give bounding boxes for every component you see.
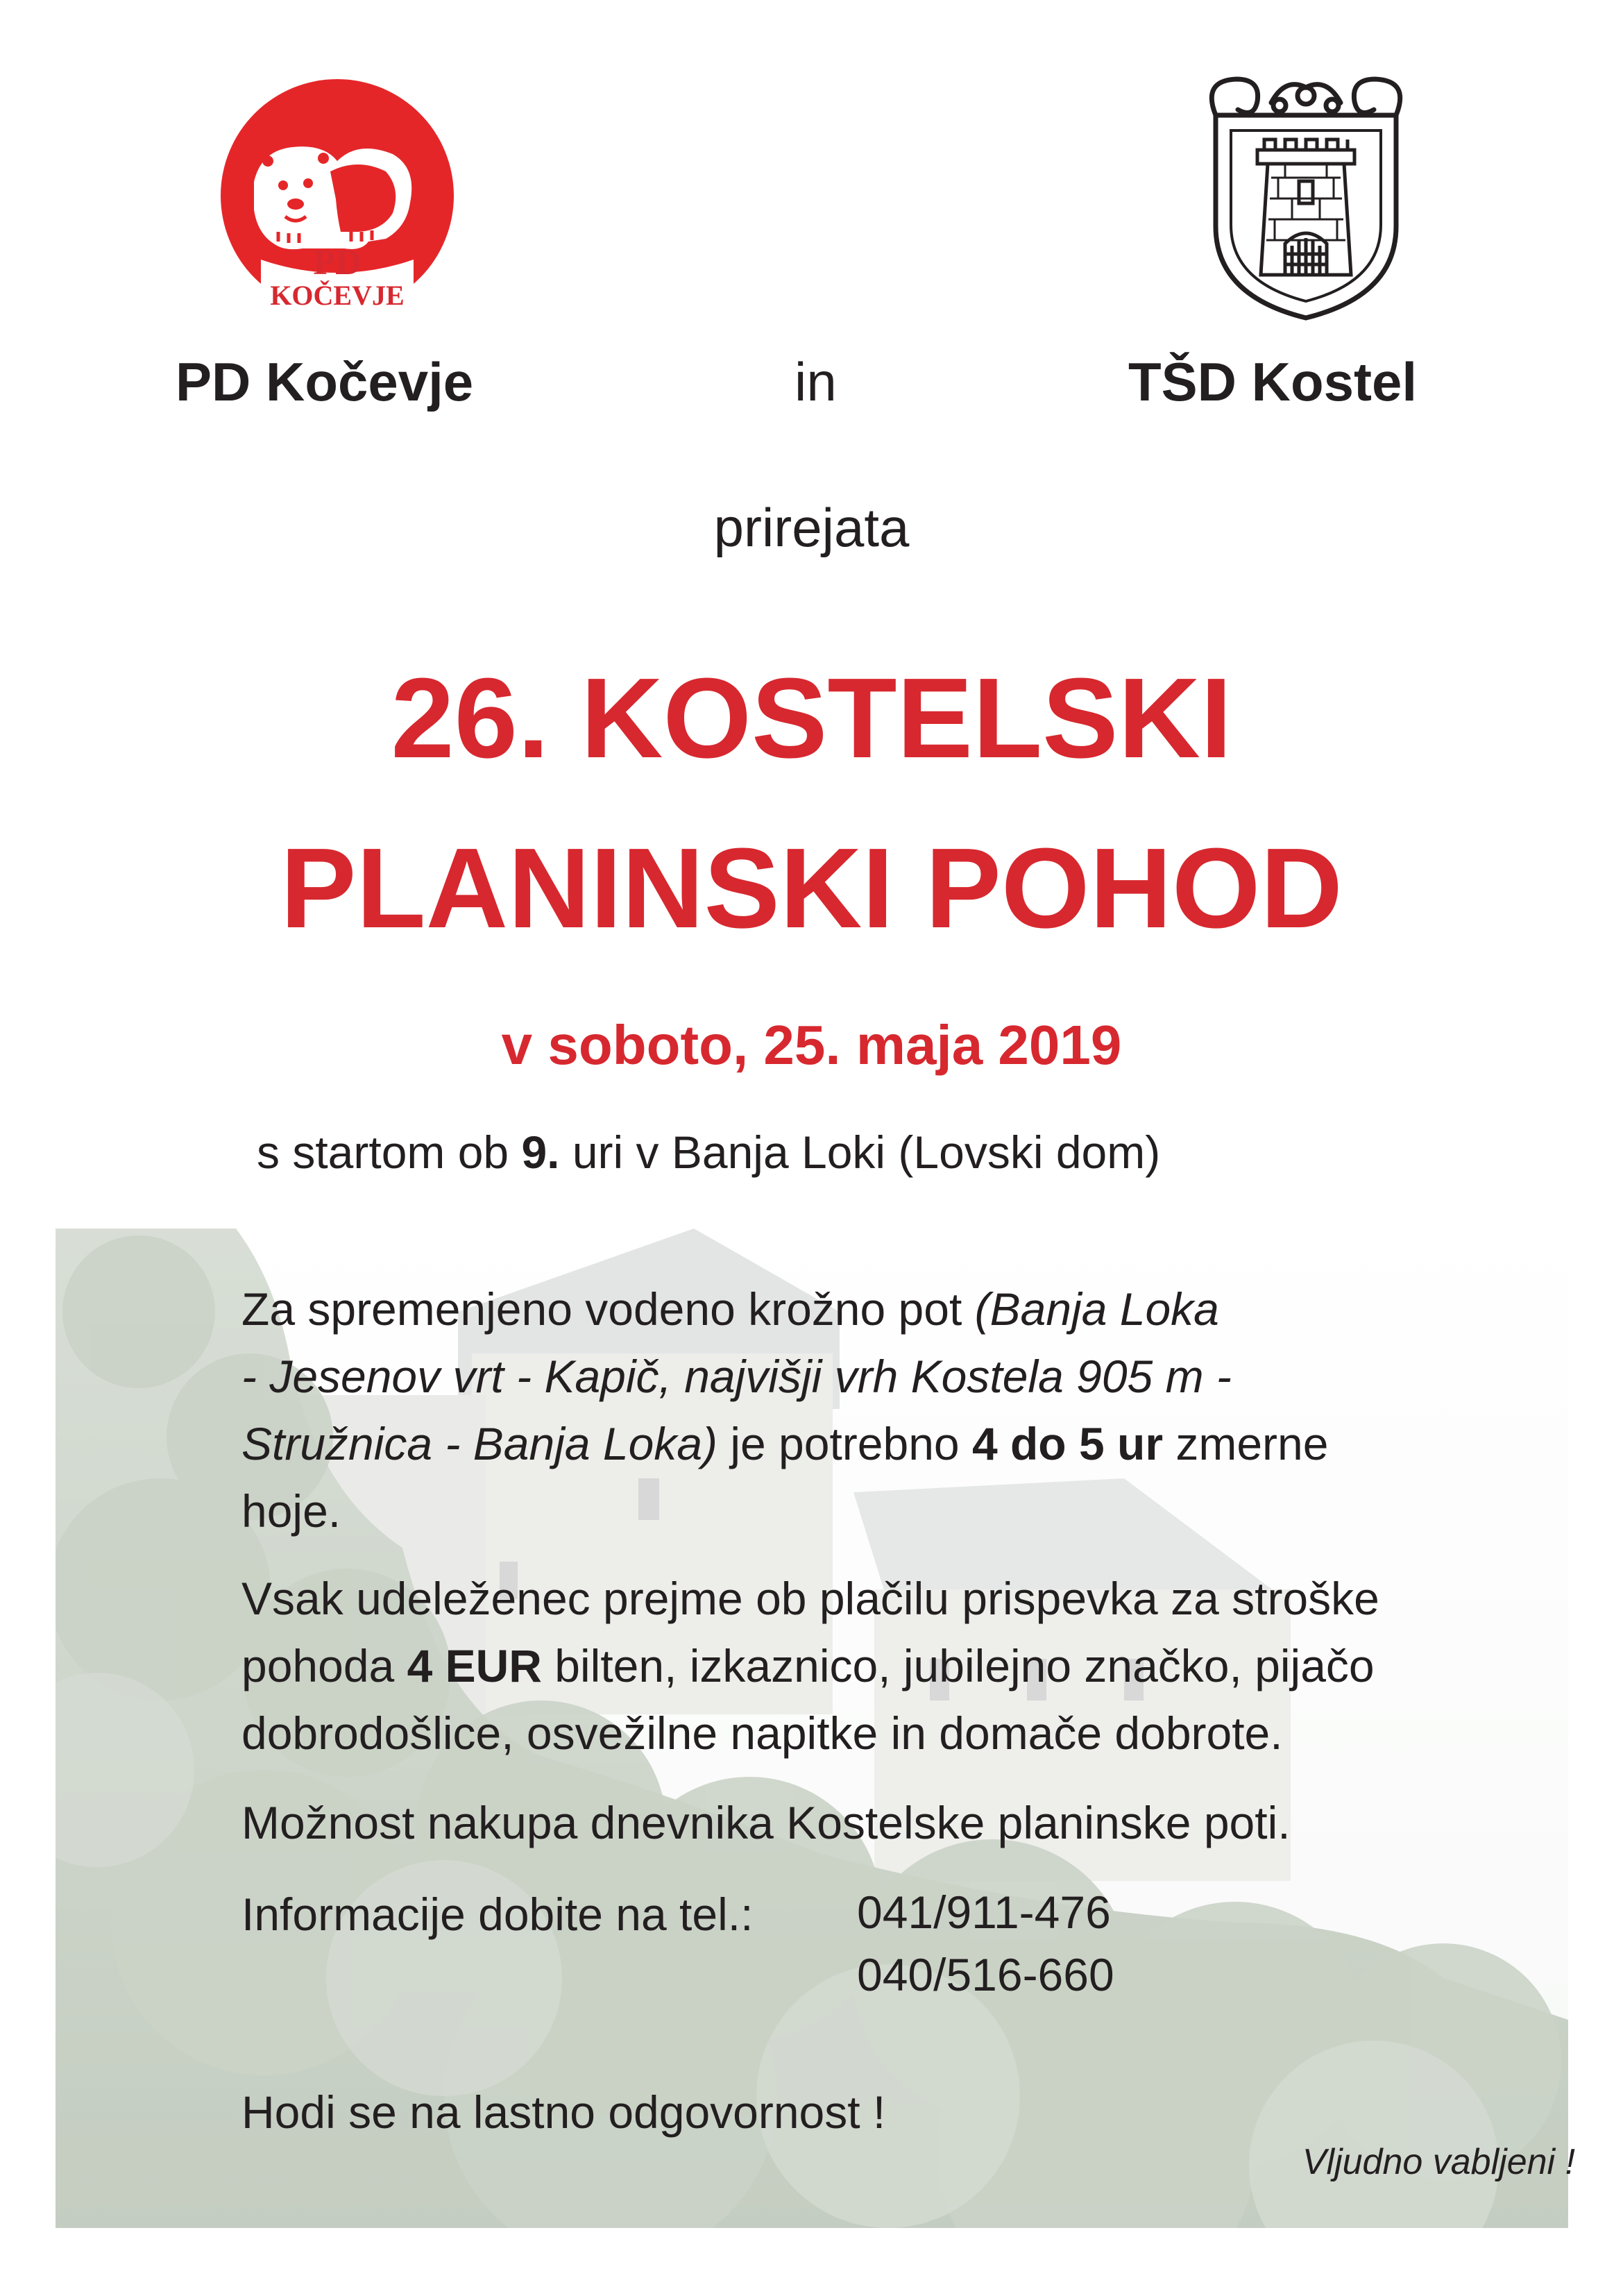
fee-amount: 4 EUR: [407, 1640, 542, 1691]
fee-line-1: Vsak udeleženec prejme ob plačilu prispevka za stroške: [241, 1573, 1379, 1624]
org-right-name: TŠD Kostel: [1128, 351, 1418, 412]
info-label: Informacije dobite na tel.:: [241, 1889, 754, 1940]
start-post: uri v Banja Loki (Lovski dom): [559, 1126, 1161, 1178]
org-left-name: PD Kočevje: [176, 351, 474, 412]
fee-line-3: dobrodošlice, osvežilne napitke in domače dobrote.: [241, 1707, 1283, 1759]
event-date: v soboto, 25. maja 2019: [501, 1014, 1122, 1076]
castle-tower-icon: [1188, 67, 1424, 322]
route-line-3-post: zmerne: [1163, 1418, 1329, 1469]
route-line-3: [241, 1410, 1532, 1478]
fee-line-2-post: bilten, izkaznico, jubilejno značko, pijačo: [541, 1640, 1375, 1691]
route-line-3-italic: Stružnica - Banja Loka): [241, 1418, 718, 1469]
logo-text-kocevje: KOČEVJE: [270, 280, 405, 311]
route-paragraph: [241, 1276, 1532, 1545]
org-conjunction: in: [794, 351, 837, 412]
route-line-2-italic: - Jesenov vrt - Kapič, najvišji vrh Kostela 905 m -: [241, 1351, 1232, 1402]
route-duration: 4 do 5 ur: [971, 1418, 1164, 1469]
closing-invitation: Vljudno vabljeni !: [1302, 2142, 1575, 2182]
phone-list: [857, 1881, 1114, 2006]
phone-number-2: 040/516-660: [857, 1949, 1114, 2000]
logo-text-pd: PD: [313, 243, 362, 282]
fee-paragraph: [241, 1565, 1532, 1767]
title-line-2: PLANINSKI POHOD: [280, 825, 1343, 952]
route-line-4: hoje.: [241, 1485, 341, 1537]
intro-text: prirejata: [713, 497, 910, 558]
diary-paragraph: Možnost nakupa dnevnika Kostelske planinske poti.: [241, 1797, 1291, 1848]
phone-number-1: 041/911-476: [857, 1886, 1111, 1938]
route-line-1-text: Za spremenjeno vodeno krožno pot: [241, 1283, 975, 1335]
route-line-2: [241, 1343, 1532, 1410]
fee-line-2: [241, 1632, 1532, 1700]
tsd-kostel-logo: [1188, 67, 1424, 322]
responsibility-note: Hodi se na lastno odgovornost !: [241, 2086, 886, 2138]
start-info: [257, 1124, 1575, 1180]
title-line-1: 26. KOSTELSKI: [391, 655, 1232, 782]
route-line-3-text: je potrebno: [717, 1418, 972, 1469]
route-line-1-italic: (Banja Loka: [974, 1283, 1219, 1335]
fee-line-2-pre: pohoda: [241, 1640, 407, 1691]
start-pre: s startom ob: [257, 1126, 522, 1178]
route-line-1: [241, 1276, 1532, 1343]
start-hour: 9.: [521, 1126, 560, 1178]
pd-kocevje-logo: [219, 78, 455, 325]
